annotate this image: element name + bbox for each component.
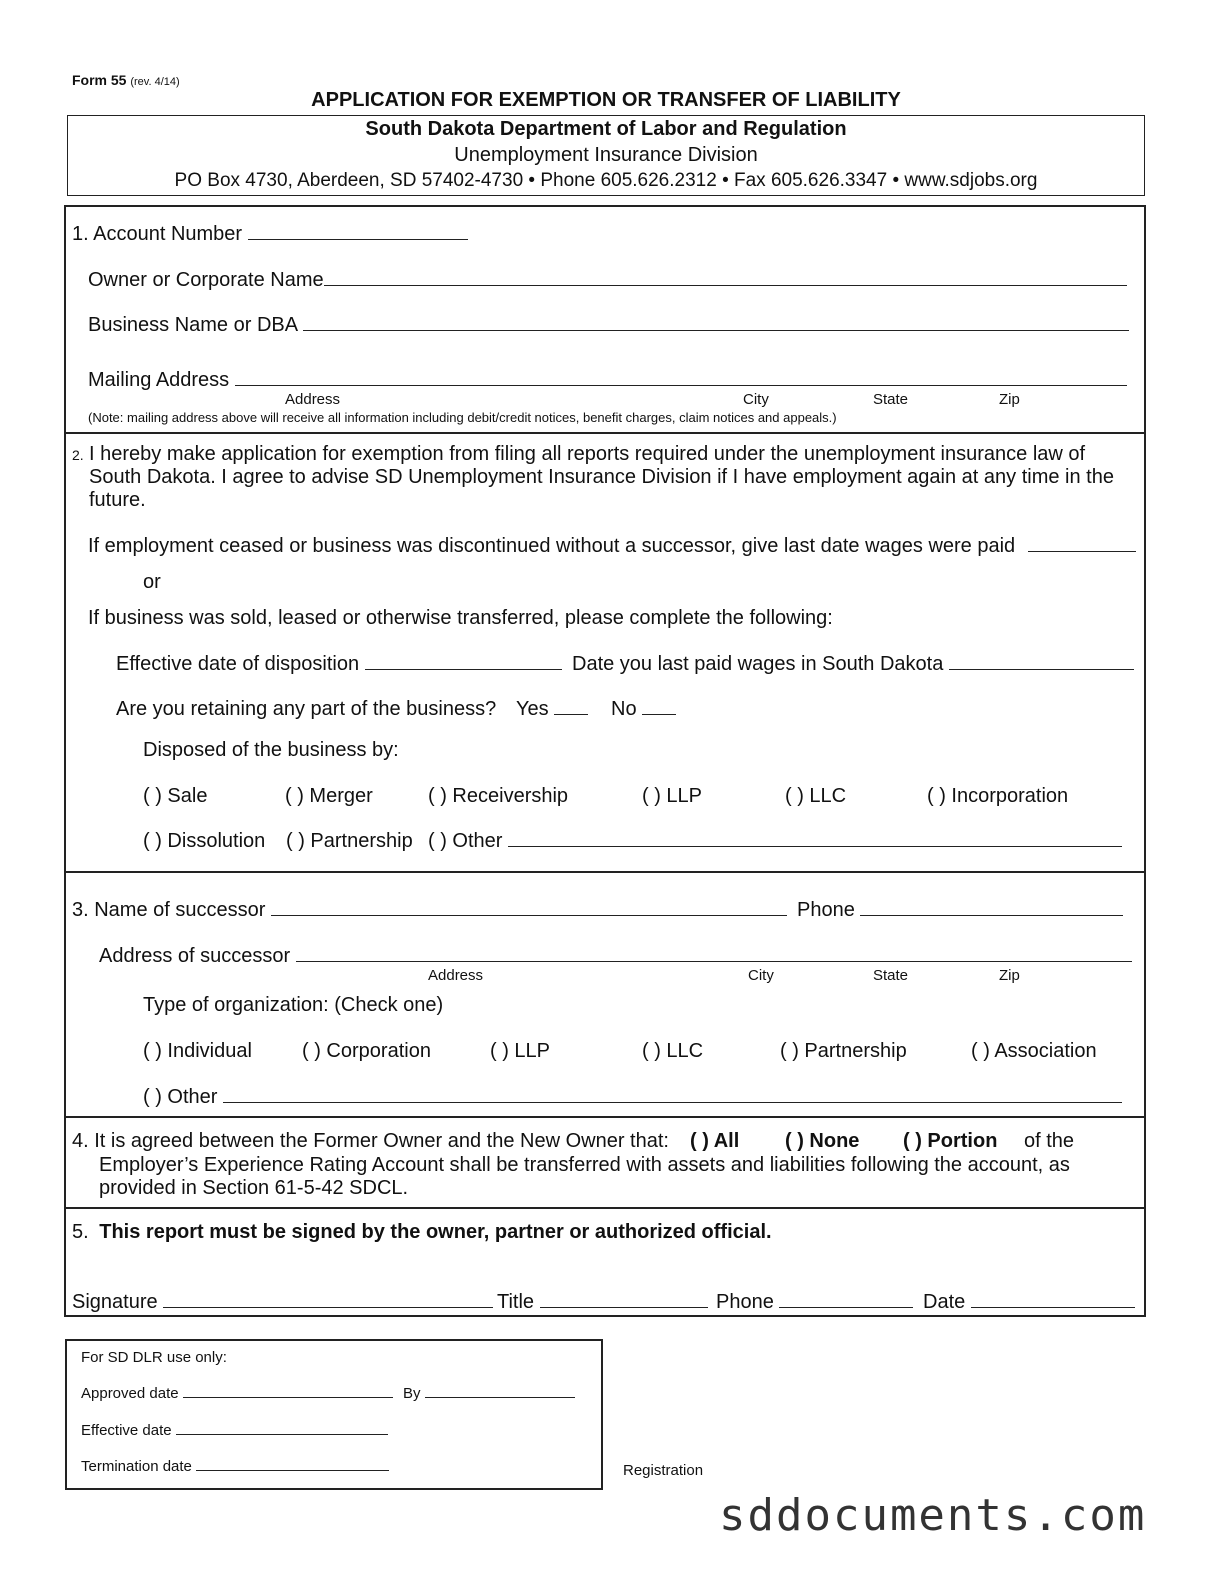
last-paid-sd-line[interactable] (949, 668, 1134, 670)
signed-date-label: Date (923, 1291, 966, 1313)
agreement-of-the: of the (1024, 1130, 1075, 1152)
org-association[interactable]: ( ) Association (971, 1040, 1097, 1062)
org-partnership[interactable]: ( ) Partnership (780, 1040, 907, 1062)
option-llp[interactable]: ( ) LLP (642, 785, 703, 807)
last-wages-field[interactable] (88, 535, 1136, 558)
successor-phone-field[interactable] (797, 899, 1123, 922)
business-name-line[interactable] (303, 329, 1129, 331)
section-2-number: 2. (72, 447, 84, 463)
approved-by-line[interactable] (425, 1396, 575, 1398)
successor-address-label: Address of successor (99, 945, 291, 967)
org-type-label: Type of organization: (Check one) (143, 994, 444, 1016)
effective-date-office-field[interactable] (81, 1422, 388, 1439)
approved-by-field[interactable] (403, 1385, 575, 1402)
retaining-yes-label: Yes (516, 698, 549, 720)
org-individual[interactable]: ( ) Individual (143, 1040, 252, 1062)
transfer-instruction: If business was sold, leased or otherwise transferred, please complete the following: (88, 607, 833, 629)
option-receivership[interactable]: ( ) Receivership (428, 785, 569, 807)
transfer-portion-option[interactable]: ( ) Portion (903, 1130, 998, 1152)
successor-sub-state: State (873, 967, 909, 984)
last-wages-label: If employment ceased or business was discontinued without a successor, give last date wages were paid (88, 535, 1016, 557)
business-name-field[interactable] (88, 314, 1129, 337)
mailing-note: (Note: mailing address above will receive all information including debit/credit notices, benefit charges, claim notices and appeals.) (88, 410, 837, 425)
disposed-by-label: Disposed of the business by: (143, 739, 399, 761)
successor-sub-city: City (748, 967, 774, 984)
successor-name-label: 3. Name of successor (72, 899, 266, 921)
mailing-address-field[interactable] (88, 369, 1127, 392)
org-other-line[interactable] (223, 1101, 1122, 1103)
effective-date-label: Effective date of disposition (116, 653, 360, 675)
retaining-yes-field[interactable] (516, 698, 588, 721)
retaining-question: Are you retaining any part of the business? (116, 698, 497, 720)
agency-contact: PO Box 4730, Aberdeen, SD 57402-4730 • Phone 605.626.2312 • Fax 605.626.3347 • www.sdjobs.org (174, 170, 1038, 191)
org-other-label: ( ) Other (143, 1086, 218, 1108)
account-number-label: 1. Account Number (72, 223, 243, 245)
signer-title-field[interactable] (497, 1291, 708, 1314)
effective-date-office-label: Effective date (81, 1422, 172, 1439)
divider-section-2 (66, 432, 1144, 434)
option-merger[interactable]: ( ) Merger (285, 785, 373, 807)
signer-phone-label: Phone (716, 1291, 774, 1313)
division-name: Unemployment Insurance Division (454, 144, 758, 166)
mailing-sub-zip: Zip (999, 391, 1020, 408)
last-wages-line[interactable] (1028, 550, 1136, 552)
option-llc[interactable]: ( ) LLC (785, 785, 847, 807)
owner-name-label: Owner or Corporate Name (88, 269, 324, 291)
signer-title-label: Title (497, 1291, 535, 1313)
option-other-disposal[interactable] (428, 830, 1122, 853)
approved-date-label: Approved date (81, 1385, 179, 1402)
signer-phone-line[interactable] (779, 1306, 913, 1308)
successor-address-field[interactable] (99, 945, 1132, 968)
transfer-none-option[interactable]: ( ) None (785, 1130, 860, 1152)
signer-phone-field[interactable] (716, 1291, 913, 1314)
org-llp[interactable]: ( ) LLP (490, 1040, 551, 1062)
revision-date: (rev. 4/14) (130, 76, 180, 88)
last-paid-sd-field[interactable] (572, 653, 1134, 676)
agreement-line-1: 4. It is agreed between the Former Owner and the New Owner that: (72, 1130, 669, 1152)
signature-label: Signature (72, 1291, 158, 1313)
agreement-line-2: Employer’s Experience Rating Account shall be transferred with assets and liabilities following the account, as (99, 1154, 1070, 1176)
approved-date-field[interactable] (81, 1385, 393, 1402)
exemption-para-line-2: South Dakota. I agree to advise SD Unemployment Insurance Division if I have employment again at any time in the (89, 466, 1114, 488)
option-sale[interactable]: ( ) Sale (143, 785, 208, 807)
effective-date-office-line[interactable] (176, 1433, 388, 1435)
termination-date-field[interactable] (81, 1458, 389, 1475)
signed-date-field[interactable] (923, 1291, 1135, 1314)
account-number-field[interactable] (72, 223, 468, 246)
successor-name-field[interactable] (72, 899, 787, 922)
business-name-label: Business Name or DBA (88, 314, 297, 336)
divider-section-3 (66, 871, 1144, 873)
mailing-address-label: Mailing Address (88, 369, 230, 391)
approved-date-line[interactable] (183, 1396, 393, 1398)
org-llc[interactable]: ( ) LLC (642, 1040, 704, 1062)
option-dissolution[interactable]: ( ) Dissolution (143, 830, 266, 852)
transfer-all-option[interactable]: ( ) All (690, 1130, 740, 1152)
exemption-para-line-3: future. (89, 489, 146, 511)
owner-name-field[interactable] (88, 269, 1127, 292)
retaining-no-line[interactable] (642, 713, 676, 715)
account-number-line[interactable] (248, 238, 468, 240)
mailing-sub-state: State (873, 391, 909, 408)
form-number: Form 55 (rev. 4/14) (72, 72, 180, 88)
or-text: or (143, 571, 161, 593)
signature-requirement: 5. This report must be signed by the owner, partner or authorized official. (72, 1221, 772, 1243)
last-paid-sd-label: Date you last paid wages in South Dakota (572, 653, 944, 675)
termination-date-label: Termination date (81, 1458, 192, 1475)
mailing-sub-address: Address (285, 391, 341, 408)
form-title: APPLICATION FOR EXEMPTION OR TRANSFER OF LIABILITY (311, 89, 901, 111)
mailing-sub-city: City (743, 391, 769, 408)
successor-phone-label: Phone (797, 899, 855, 921)
office-use-heading: For SD DLR use only: (81, 1349, 227, 1366)
watermark: sddocuments.com (719, 1490, 1147, 1541)
org-other[interactable] (143, 1086, 1122, 1109)
successor-sub-address: Address (428, 967, 484, 984)
option-incorporation[interactable]: ( ) Incorporation (927, 785, 1069, 807)
exemption-para-line-1: I hereby make application for exemption from filing all reports required under the unemployment insurance law of (89, 443, 1086, 465)
signature-field[interactable] (72, 1291, 493, 1314)
divider-section-5 (66, 1207, 1144, 1209)
signature-line[interactable] (163, 1306, 493, 1308)
registration-label: Registration (623, 1462, 704, 1479)
successor-address-line[interactable] (296, 960, 1132, 962)
agreement-line-3: provided in Section 61-5-42 SDCL. (99, 1177, 409, 1199)
owner-name-line[interactable] (324, 284, 1127, 286)
retaining-no-field[interactable] (611, 698, 676, 721)
org-corporation[interactable]: ( ) Corporation (302, 1040, 431, 1062)
option-partnership[interactable]: ( ) Partnership (286, 830, 413, 852)
signer-title-line[interactable] (540, 1306, 708, 1308)
signature-requirement-text: This report must be signed by the owner, partner or authorized official. (99, 1221, 772, 1243)
successor-name-line[interactable] (271, 914, 787, 916)
agency-name: South Dakota Department of Labor and Regulation (365, 118, 847, 140)
termination-date-line[interactable] (196, 1469, 389, 1471)
other-disposal-line[interactable] (508, 845, 1122, 847)
signed-date-line[interactable] (971, 1306, 1135, 1308)
retaining-yes-line[interactable] (554, 713, 588, 715)
effective-date-field[interactable] (116, 653, 562, 676)
divider-section-4 (66, 1116, 1144, 1118)
retaining-no-label: No (611, 698, 637, 720)
successor-phone-line[interactable] (860, 914, 1123, 916)
successor-sub-zip: Zip (999, 967, 1020, 984)
effective-date-line[interactable] (365, 668, 562, 670)
option-other-label: ( ) Other (428, 830, 503, 852)
approved-by-label: By (403, 1385, 421, 1402)
mailing-address-line[interactable] (235, 384, 1127, 386)
